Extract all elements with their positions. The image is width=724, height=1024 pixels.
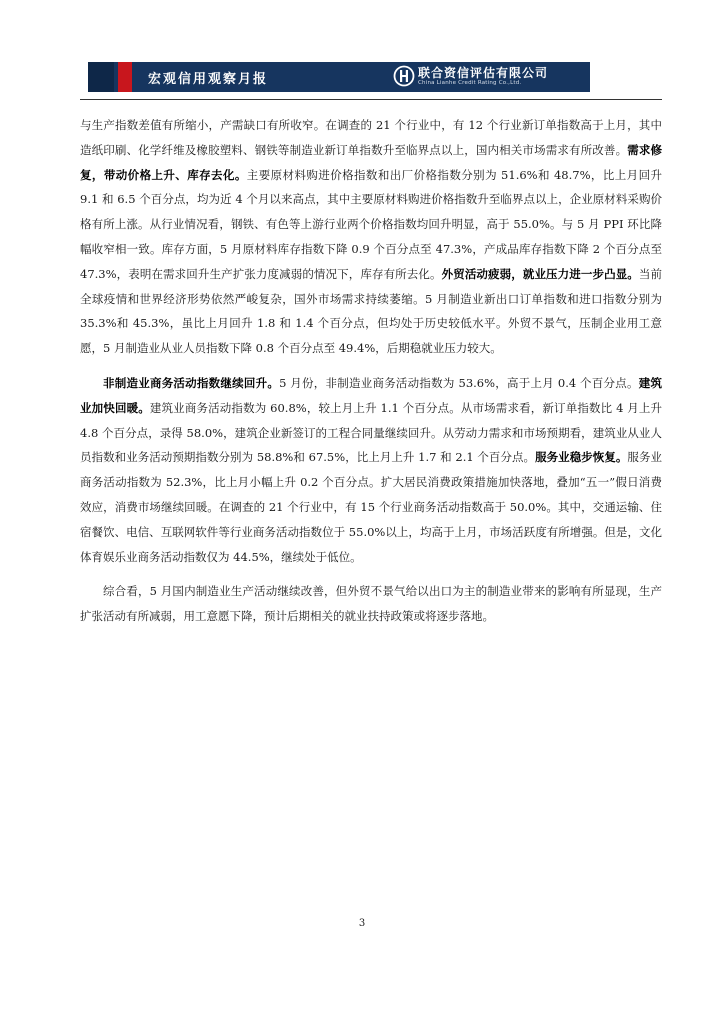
company-english-name: China Lianhe Credit Rating Co.,Ltd. (418, 80, 522, 86)
highlight-construction: 建筑业加快回暖。 (80, 375, 663, 415)
paragraph-summary (80, 579, 662, 629)
highlight-services: 服务业稳步恢复。 (535, 450, 628, 465)
page-number: 3 (358, 918, 366, 929)
document-body (80, 113, 662, 629)
header-accent-bar (118, 62, 132, 92)
paragraph-text: 服务业商务活动指数为 52.3%，比上月小幅上升 0.2 个百分点。扩大居民消费政策措施加快落地，叠加“五一”假日消费效应，消费市场继续回暖。在调查的 21 个行业中，有 15 个行业商务活动指数高于 50.0%。其中，交通运输、住宿餐饮、电信、互联网软件等行业商务活动指数位于 55.0%以上，均高于上月，市场活跃度有所增强。但是，文化体育娱乐业商务活动指数仅为 44.5%，继续处于低位。 (80, 450, 663, 564)
paragraph-text: 5 月份，非制造业商务活动指数为 53.6%，高于上月 0.4 个百分点。 (279, 375, 639, 390)
paragraph-text: 与生产指数差值有所缩小，产需缺口有所收窄。在调查的 21 个行业中，有 12 个行业新订单指数高于上月，其中造纸印刷、化学纤维及橡胶塑料、钢铁等制造业新订单指数升至临界点以上，国内相关市场需求有所改善。 (80, 118, 662, 157)
report-title: 宏观信用观察月报 (148, 72, 269, 87)
paragraph-text: 当前全球疫情和世界经济形势依然严峻复杂，国外市场需求持续萎缩。5 月制造业新出口订单指数和进口指数分别为 35.3%和 45.3%，虽比上月回升 1.8 和 1.4 个百分点，但均处于历史较低水平。外贸不景气，压制企业用工意愿，5 月制造业从业人员指数下降 0.8 个百分点至 49.4%，后期稳就业压力较大。 (80, 266, 663, 356)
company-name: 联合资信评估有限公司 (418, 66, 549, 80)
paragraph-manufacturing (80, 113, 662, 361)
highlight-trade: 外贸活动疲弱，就业压力进一步凸显。 (441, 266, 639, 281)
lianhe-logo-icon (393, 65, 415, 87)
header-stripe (88, 62, 114, 92)
paragraph-text: 综合看，5 月国内制造业生产活动继续改善，但外贸不景气给以出口为主的制造业带来的影响有所显现，生产扩张活动有所减弱，用工意愿下降，预计后期相关的就业扶持政策或将逐步落地。 (80, 584, 662, 624)
header-divider (80, 99, 662, 100)
paragraph-text: 主要原材料购进价格指数和出厂价格指数分别为 51.6%和 48.7%，比上月回升 9.1 和 6.5 个百分点，均为近 4 个月以来高点，其中主要原材料购进价格指数升至临界点以上，企业原材料采购价格有所上涨。从行业情况看，钢铁、有色等上游行业两个价格指数均回升明显，高于 55.0%。与 5 月 PPI 环比降幅收窄相一致。库存方面，5 月原材料库存指数下降 0.9 个百分点至 47.3%，产成品库存指数下降 2 个百分点至 47.3%，表明在需求回升生产扩张力度减弱的情况下，库存有所去化。 (80, 167, 663, 281)
highlight-non-manufacturing: 非制造业商务活动指数继续回升。 (103, 375, 280, 390)
highlight-demand: 需求修复，带动价格上升、库存去化。 (80, 142, 663, 182)
paragraph-non-manufacturing (80, 371, 662, 569)
paragraph-text: 建筑业商务活动指数为 60.8%，较上月上升 1.1 个百分点。从市场需求看，新订单指数比 4 月上升 4.8 个百分点，录得 58.0%，建筑企业新签订的工程合同量继续回升。从劳动力需求和市场预期看，建筑业从业人员指数和业务活动预期指数分别为 58.8%和 67.5%，比上月上升 1.7 和 2.1 个百分点。 (80, 400, 662, 465)
